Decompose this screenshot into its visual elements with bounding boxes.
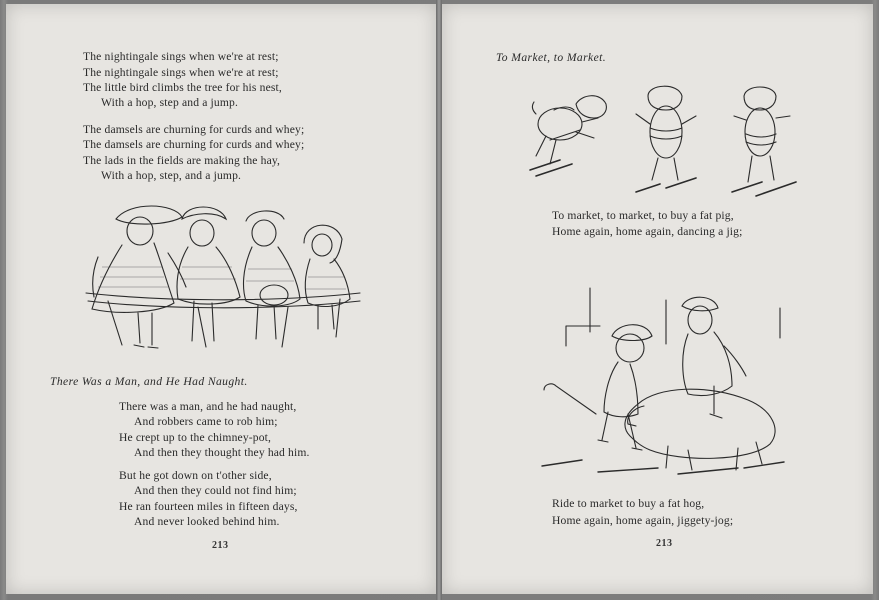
poem-title: To Market, to Market. (496, 51, 607, 64)
page-number: 213 (656, 538, 673, 549)
poem-line: He crept up to the chimney-pot, (119, 431, 272, 444)
left-page (6, 4, 436, 594)
poem-line: But he got down on t'other side, (119, 469, 272, 482)
poem-line: Home again, home again, jiggety-jog; (552, 514, 734, 527)
poem-line: The damsels are churning for curds and whey; (83, 123, 305, 136)
poem-line: And robbers came to rob him; (134, 415, 278, 428)
poem-line: The lads in the fields are making the hay, (83, 154, 281, 167)
poem-line: The little bird climbs the tree for his nest, (83, 81, 282, 94)
page-number: 213 (212, 540, 229, 551)
dancing-pigs-illustration (526, 74, 816, 204)
poem-line: And never looked behind him. (134, 515, 280, 528)
poem-line: There was a man, and he had naught, (119, 400, 297, 413)
poem-line: Ride to market to buy a fat hog, (552, 497, 705, 510)
right-page (442, 4, 873, 594)
poem-line: The nightingale sings when we're at rest; (83, 50, 279, 63)
poem-line: With a hop, step, and a jump. (101, 169, 242, 182)
poem-line: The damsels are churning for curds and whey; (83, 138, 305, 151)
poem-title: There Was a Man, and He Had Naught. (50, 375, 248, 388)
poem-line: With a hop, step and a jump. (101, 96, 239, 109)
poem-line: To market, to market, to buy a fat pig, (552, 209, 734, 222)
poem-line: And then they could not find him; (134, 484, 297, 497)
poem-line: He ran fourteen miles in fifteen days, (119, 500, 298, 513)
poem-line: The nightingale sings when we're at rest; (83, 66, 279, 79)
poem-line: And then they thought they had him. (134, 446, 310, 459)
poem-line: Home again, home again, dancing a jig; (552, 225, 743, 238)
ride-to-market-illustration (538, 286, 788, 478)
children-on-bench-illustration (78, 197, 368, 362)
